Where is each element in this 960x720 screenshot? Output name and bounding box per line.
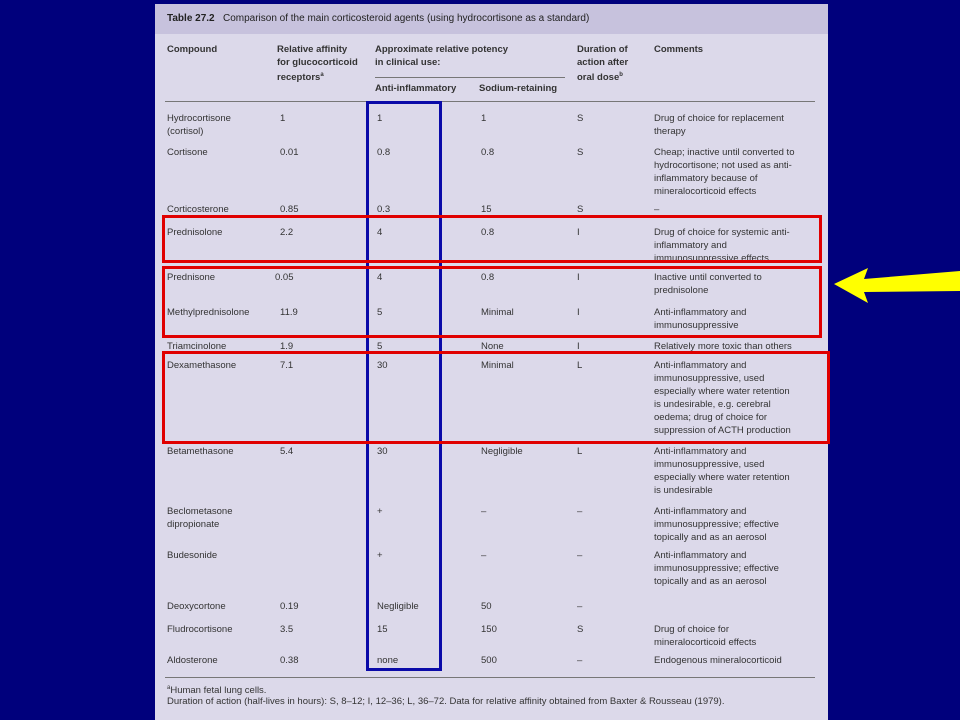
cell-comments: Anti-inflammatory and <box>654 307 747 318</box>
cell-comments: Drug of choice for <box>654 624 729 635</box>
header-affinity-3: receptors$^a$ <box>277 72 324 84</box>
cell-affinity: 3.5 <box>280 624 294 635</box>
cell-comments: immunosuppressive; effective <box>654 563 779 574</box>
cell-duration: I <box>577 227 580 238</box>
cell-comments: inflammatory and <box>654 240 727 251</box>
cell-anti: 0.3 <box>377 204 391 215</box>
cell-comments: especially where water retention <box>654 472 790 483</box>
cell-anti: + <box>377 506 383 517</box>
cell-sodium: None <box>481 341 504 352</box>
cell-anti: + <box>377 550 383 561</box>
header-comments: Comments <box>654 44 704 55</box>
cell-comments: topically and as an aerosol <box>654 576 767 587</box>
cell-anti: 30 <box>377 446 388 457</box>
cell-compound: dipropionate <box>167 519 220 530</box>
cell-comments: Cheap; inactive until converted to <box>654 147 795 158</box>
cell-affinity: 0.85 <box>280 204 299 215</box>
cell-anti: 4 <box>377 272 383 283</box>
cell-comments: mineralocorticoid effects <box>654 637 757 648</box>
cell-sodium: 0.8 <box>481 227 495 238</box>
cell-affinity: 11.9 <box>280 307 298 318</box>
header-duration-2: action after <box>577 57 629 68</box>
cell-comments: immunosuppressive, used <box>654 459 765 470</box>
cell-compound: Hydrocortisone <box>167 113 231 124</box>
table-caption <box>167 13 589 24</box>
cell-comments: Drug of choice for replacement <box>654 113 784 124</box>
cell-anti: 5 <box>377 307 383 318</box>
header-rule <box>165 101 815 102</box>
cell-duration: – <box>577 550 583 561</box>
cell-comments: especially where water retention <box>654 386 790 397</box>
cell-sodium: Minimal <box>481 360 514 371</box>
cell-duration: – <box>577 655 583 666</box>
header-duration-3: oral dose$^b$ <box>577 72 623 84</box>
cell-comments: immunosuppressive <box>654 320 739 331</box>
cell-comments: Anti-inflammatory and <box>654 446 747 457</box>
cell-sodium: – <box>481 506 487 517</box>
table-page <box>155 4 828 720</box>
header-affinity-1: Relative affinity <box>277 44 348 55</box>
yellow-arrow-icon <box>834 262 960 308</box>
cell-comments: is undesirable <box>654 485 713 496</box>
cell-affinity: 0.19 <box>280 601 299 612</box>
cell-duration: L <box>577 446 583 457</box>
cell-comments: mineralocorticoid effects <box>654 186 757 197</box>
cell-compound: Fludrocortisone <box>167 624 233 635</box>
cell-duration: S <box>577 113 584 124</box>
cell-duration: – <box>577 506 583 517</box>
header-potency-1: Approximate relative potency <box>375 44 509 55</box>
cell-affinity: 5.4 <box>280 446 294 457</box>
cell-comments: Anti-inflammatory and <box>654 360 747 371</box>
cell-affinity: 2.2 <box>280 227 294 238</box>
cell-compound: Aldosterone <box>167 655 218 666</box>
cell-comments: Inactive until converted to <box>654 272 762 283</box>
footnote-a: $^a$Human fetal lung cells. <box>167 685 267 697</box>
cell-comments: therapy <box>654 126 686 137</box>
cell-comments: Endogenous mineralocorticoid <box>654 655 782 666</box>
cell-compound: Beclometasone <box>167 506 233 517</box>
cell-affinity: 0.01 <box>280 147 299 158</box>
cell-sodium: – <box>481 550 487 561</box>
cell-compound: Dexamethasone <box>167 360 237 371</box>
header-duration-1: Duration of <box>577 44 628 55</box>
cell-comments: hydrocortisone; not used as anti- <box>654 160 792 171</box>
cell-comments: immunosuppressive; effective <box>654 519 779 530</box>
cell-compound: Methylprednisolone <box>167 307 250 318</box>
cell-duration: I <box>577 272 580 283</box>
cell-duration: S <box>577 624 584 635</box>
cell-affinity: 7.1 <box>280 360 294 371</box>
cell-comments: immunosuppressive effects <box>654 253 769 264</box>
header-affinity-2: for glucocorticoid <box>277 57 358 68</box>
footer-rule <box>165 677 815 678</box>
cell-anti: 30 <box>377 360 388 371</box>
cell-comments: Anti-inflammatory and <box>654 550 747 561</box>
cell-anti: 1 <box>377 113 383 124</box>
cell-sodium: 50 <box>481 601 492 612</box>
cell-anti: Negligible <box>377 601 419 612</box>
table-number: Table 27.2 <box>167 13 215 24</box>
cell-comments: inflammatory because of <box>654 173 758 184</box>
cell-duration: L <box>577 360 583 371</box>
cell-sodium: 0.8 <box>481 272 495 283</box>
cell-compound: Budesonide <box>167 550 218 561</box>
cell-duration: I <box>577 307 580 318</box>
cell-comments: – <box>654 204 660 215</box>
cell-anti: 5 <box>377 341 383 352</box>
cell-sodium: Minimal <box>481 307 514 318</box>
cell-affinity: 0.05 <box>275 272 294 283</box>
cell-compound: Deoxycortone <box>167 601 226 612</box>
cell-sodium: 0.8 <box>481 147 495 158</box>
cell-affinity: 1 <box>280 113 286 124</box>
cell-anti: none <box>377 655 399 666</box>
cell-duration: S <box>577 204 584 215</box>
cell-duration: – <box>577 601 583 612</box>
cell-compound: Betamethasone <box>167 446 234 457</box>
cell-comments: topically and as an aerosol <box>654 532 767 543</box>
cell-anti: 15 <box>377 624 388 635</box>
cell-compound: (cortisol) <box>167 126 204 137</box>
cell-compound: Prednisolone <box>167 227 223 238</box>
header-anti-inflammatory: Anti-inflammatory <box>375 83 457 94</box>
header-sodium-retaining: Sodium-retaining <box>479 83 558 94</box>
cell-comments: prednisolone <box>654 285 709 296</box>
cell-compound: Cortisone <box>167 147 208 158</box>
cell-compound: Corticosterone <box>167 204 229 215</box>
cell-sodium: 15 <box>481 204 492 215</box>
cell-comments: suppression of ACTH production <box>654 425 791 436</box>
potency-rule <box>375 77 565 78</box>
cell-sodium: 1 <box>481 113 487 124</box>
cell-duration: I <box>577 341 580 352</box>
cell-comments: is undesirable, e.g. cerebral <box>654 399 771 410</box>
header-potency-2: in clinical use: <box>375 57 441 68</box>
cell-sodium: 150 <box>481 624 497 635</box>
table-title: Comparison of the main corticosteroid agents (using hydrocortisone as a standard) <box>222 13 590 24</box>
cell-compound: Triamcinolone <box>167 341 227 352</box>
cell-affinity: 1.9 <box>280 341 294 352</box>
cell-sodium: 500 <box>481 655 497 666</box>
footnote-b: Duration of action (half-lives in hours): S, 8–12; I, 12–36; L, 36–72. Data for relative affinity obtained from Baxter & Rousseau (1979). <box>167 696 725 707</box>
cell-affinity: 0.38 <box>280 655 299 666</box>
cell-comments: immunosuppressive, used <box>654 373 765 384</box>
cell-compound: Prednisone <box>167 272 216 283</box>
cell-duration: S <box>577 147 584 158</box>
cell-anti: 0.8 <box>377 147 391 158</box>
header-compound: Compound <box>167 44 218 55</box>
cell-comments: Anti-inflammatory and <box>654 506 747 517</box>
cell-comments: Drug of choice for systemic anti- <box>654 227 790 238</box>
cell-comments: Relatively more toxic than others <box>654 341 792 352</box>
cell-comments: oedema; drug of choice for <box>654 412 768 423</box>
cell-sodium: Negligible <box>481 446 523 457</box>
cell-anti: 4 <box>377 227 383 238</box>
caption-band <box>155 4 828 34</box>
